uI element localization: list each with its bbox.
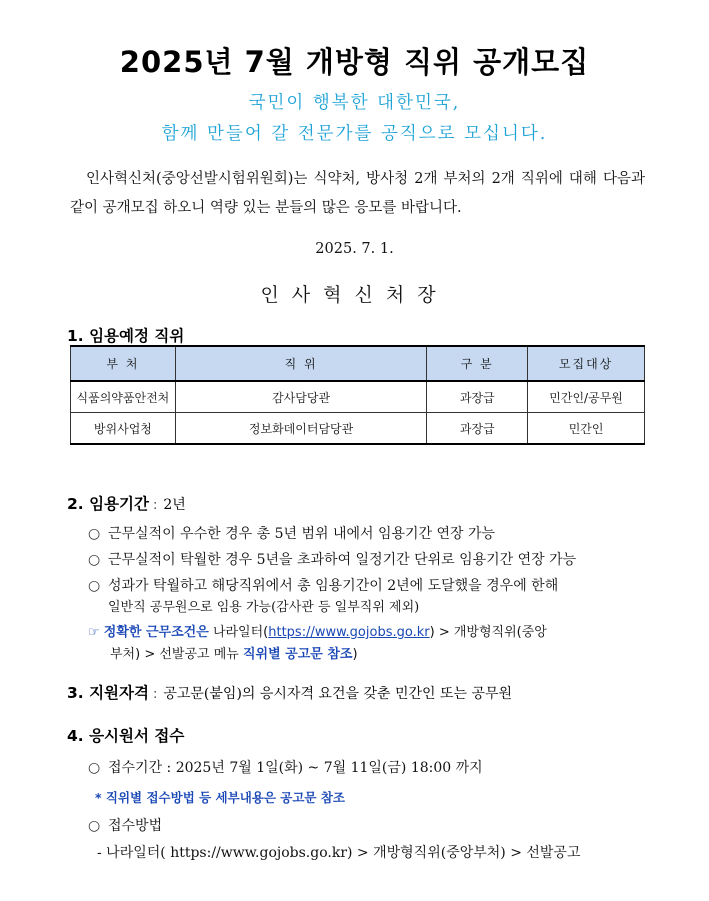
cell-position: 감사담당관 <box>175 381 427 413</box>
list-item-continuation: 일반직 공무원으로 임용 가능(감사관 등 일부직위 제외) <box>108 600 420 615</box>
section-2-title: 2. 임용기간 <box>67 495 149 513</box>
cell-position: 정보화데이터담당관 <box>175 413 427 445</box>
list-item <box>88 757 483 779</box>
list-item: ○ 근무실적이 우수한 경우 총 5년 범위 내에서 임용기간 연장 가능 <box>88 523 495 545</box>
cell-target: 민간인/공무원 <box>528 381 645 413</box>
separator-colon: : <box>152 687 158 702</box>
col-header-position: 직 위 <box>175 346 427 381</box>
col-header-grade: 구 분 <box>427 346 528 381</box>
section-4-heading: 4. 응시원서 접수 <box>67 727 185 745</box>
bullet-icon: ○ <box>88 818 101 834</box>
cell-ministry: 식품의약품안전처 <box>71 381 176 413</box>
intro-paragraph: 인사혁신처(중앙선발시험위원회)는 식약처, 방사청 2개 부처의 2개 직위에 대해 다음과 같이 공개모집 하오니 역량 있는 분들의 많은 응모를 바랍니다. <box>70 171 645 216</box>
section-1-heading: 1. 임용예정 직위 <box>67 327 185 345</box>
signer: 인사혁신처장 <box>260 284 449 306</box>
note-highlight: 정확한 근무조건은 <box>103 625 209 640</box>
list-item: ○ 성과가 탁월하고 해당직위에서 총 임용기간이 2년에 도달했을 경우에 한해 일반직 공무원으로 임용 가능(감사관 등 일부직위 제외) <box>88 575 558 619</box>
slogan-line-2: 함께 만들어 갈 전문가를 공직으로 모십니다. <box>161 124 548 144</box>
section-3-heading <box>67 681 512 703</box>
detail-note: * 직위별 접수방법 등 세부내용은 공고문 참조 <box>95 790 345 805</box>
slogan-line-1: 국민이 행복한 대한민국, <box>248 93 461 113</box>
cell-target: 민간인 <box>528 413 645 445</box>
positions-table <box>70 345 645 445</box>
section-3-title: 3. 지원자격 <box>67 684 149 702</box>
working-conditions-note: ☞ 정확한 근무조건은 나라일터(https://www.gojobs.go.kr) > 개방형직위(중앙 부처) > 선발공고 메뉴 직위별 공고문 참조) <box>88 625 547 662</box>
page-title: 2025년 7월 개방형 직위 공개모집 <box>119 45 590 79</box>
method-label: 접수방법 <box>108 818 163 834</box>
qualification-value: 공고문(붙임)의 응시자격 요건을 갖춘 민간인 또는 공무원 <box>163 686 513 702</box>
section-2-heading <box>67 492 186 514</box>
pointing-hand-icon: ☞ <box>88 625 100 640</box>
cell-grade: 과장급 <box>427 413 528 445</box>
method-value: - 나라일터( https://www.gojobs.go.kr) > 개방형직위(중앙부처) > 선발공고 <box>97 845 581 861</box>
bullet-icon: ○ <box>88 552 101 568</box>
note-highlight-2: 직위별 공고문 참조 <box>242 647 353 662</box>
table-header-row <box>71 346 645 381</box>
term-value: 2년 <box>163 497 186 513</box>
cell-ministry: 방위사업청 <box>71 413 176 445</box>
col-header-ministry: 부 처 <box>71 346 176 381</box>
bullet-icon: ○ <box>88 578 101 594</box>
col-header-target: 모집대상 <box>528 346 645 381</box>
list-item: ○ 근무실적이 탁월한 경우 5년을 초과하여 일정기간 단위로 임용기간 연장 가능 <box>88 549 576 571</box>
table-row <box>71 413 645 445</box>
table-row <box>71 381 645 413</box>
application-period: 접수기간 : 2025년 7월 1일(화) ~ 7월 11일(금) 18:00 까지 <box>108 760 483 776</box>
gojobs-link[interactable]: https://www.gojobs.go.kr <box>268 625 430 640</box>
list-item <box>88 815 162 837</box>
separator-colon: : <box>152 498 158 513</box>
bullet-icon: ○ <box>88 760 101 776</box>
bullet-icon: ○ <box>88 526 101 542</box>
announcement-date: 2025. 7. 1. <box>315 241 394 257</box>
cell-grade: 과장급 <box>427 381 528 413</box>
